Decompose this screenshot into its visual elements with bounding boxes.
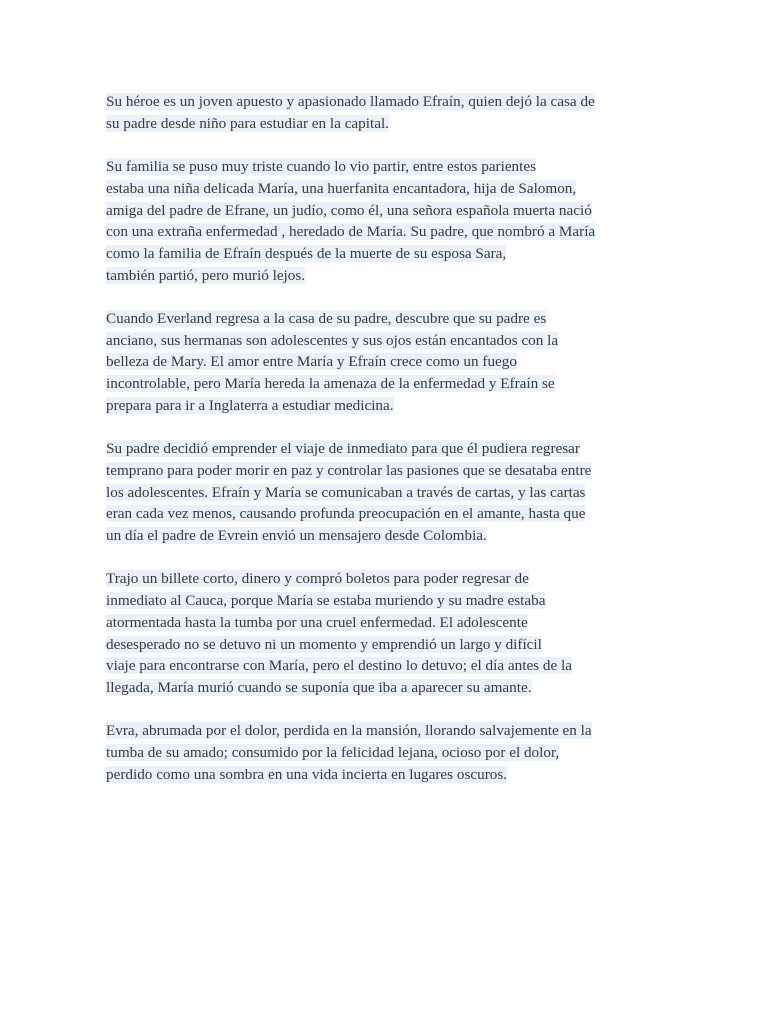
- text-line: inmediato al Cauca, porque María se estaba muriendo y su madre estaba: [106, 592, 546, 610]
- text-line: también partió, pero murió lejos.: [106, 266, 306, 284]
- text-line: con una extraña enfermedad , heredado de María. Su padre, que nombró a María: [106, 223, 596, 241]
- text-line: eran cada vez menos, causando profunda preocupación en el amante, hasta que: [106, 505, 586, 523]
- paragraph-1: [106, 91, 666, 134]
- paragraph-5: [106, 568, 666, 698]
- text-line: desesperado no se detuvo ni un momento y emprendió un largo y difícil: [106, 635, 542, 653]
- text-line: Cuando Everland regresa a la casa de su padre, descubre que su padre es: [106, 310, 547, 327]
- text-line: los adolescentes. Efraín y María se comunicaban a través de cartas, y las cartas: [106, 483, 586, 501]
- text-line: incontrolable, pero María hereda la amenaza de la enfermedad y Efraín se: [106, 375, 555, 393]
- text-line: tumba de su amado; consumido por la felicidad lejana, ocioso por el dolor,: [106, 744, 560, 762]
- paragraph-2: [106, 156, 666, 286]
- paragraph-3: [106, 308, 666, 417]
- text-line: llegada, María murió cuando se suponía que iba a aparecer su amante.: [106, 678, 532, 696]
- text-line: prepara para ir a Inglaterra a estudiar medicina.: [106, 396, 394, 414]
- text-line: un día el padre de Evrein envió un mensajero desde Colombia.: [106, 527, 487, 545]
- text-line: Su familia se puso muy triste cuando lo vio partir, entre estos parientes: [106, 158, 537, 176]
- text-line: temprano para poder morir en paz y controlar las pasiones que se desataba entre: [106, 461, 592, 479]
- text-line: Evra, abrumada por el dolor, perdida en la mansión, llorando salvajemente en la: [106, 722, 592, 740]
- text-line: Su padre decidió emprender el viaje de inmediato para que él pudiera regresar: [106, 440, 580, 458]
- text-line: estaba una niña delicada María, una huerfanita encantadora, hija de Salomon,: [106, 179, 577, 197]
- text-line: amiga del padre de Efrane, un judío, como él, una señora española muerta nació: [106, 201, 592, 219]
- document-page: [106, 91, 666, 807]
- text-line: como la familia de Efraín después de la muerte de su esposa Sara,: [106, 244, 507, 262]
- text-line: su padre desde niño para estudiar en la capital.: [106, 114, 389, 132]
- text-line: atormentada hasta la tumba por una cruel enfermedad. El adolescente: [106, 613, 528, 631]
- paragraph-6: [106, 720, 666, 785]
- paragraph-4: [106, 438, 666, 547]
- text-line: anciano, sus hermanas son adolescentes y sus ojos están encantados con la: [106, 331, 559, 349]
- text-line: belleza de Mary. El amor entre María y Efraín crece como un fuego: [106, 353, 517, 371]
- text-line: perdido como una sombra en una vida incierta en lugares oscuros.: [106, 765, 508, 783]
- text-line: Su héroe es un joven apuesto y apasionado llamado Efraín, quien dejó la casa de: [106, 93, 595, 110]
- text-line: viaje para encontrarse con María, pero el destino lo detuvo; el día antes de la: [106, 657, 572, 675]
- text-line: Trajo un billete corto, dinero y compró boletos para poder regresar de: [106, 570, 529, 588]
